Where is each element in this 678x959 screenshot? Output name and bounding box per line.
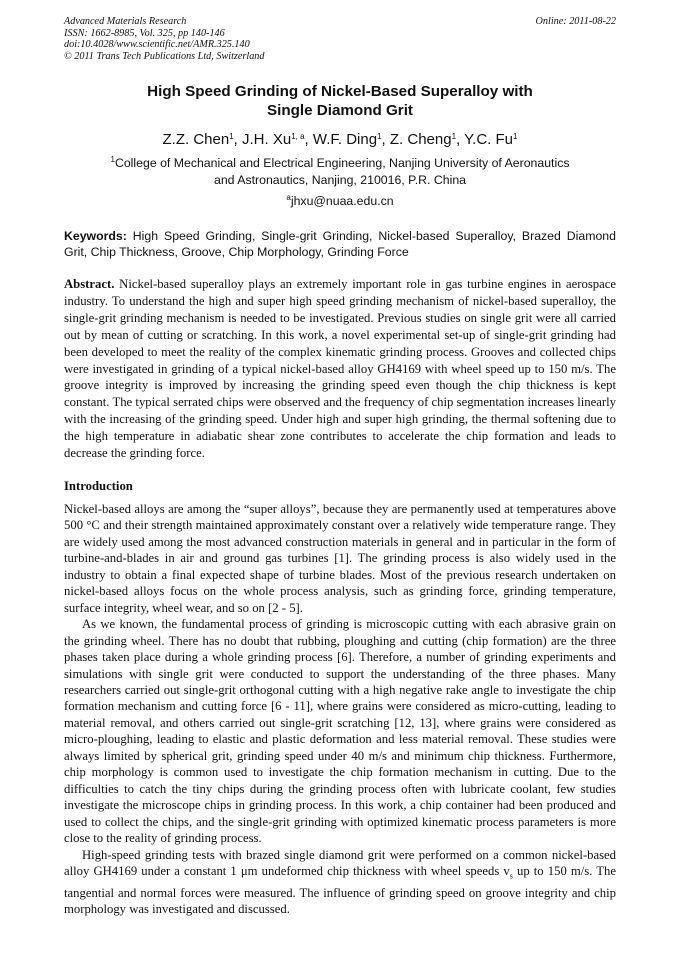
issn-line: ISSN: 1662-8985, Vol. 325, pp 140-146 [64, 27, 225, 39]
paragraph-text: High-speed grinding tests with brazed single diamond grit were performed on a common nickel-based alloy GH4169 under a constant 1 μm undeformed chip thickness with wheel speeds v [64, 847, 616, 878]
paragraph: Nickel-based alloys are among the “super alloys”, because they are permanently used at temperatures above 500 °C and their strength maintained approximately constant over a relatively wide temperature range. They are widely used among the most advanced construction materials in general and in particular in the form of turbine-and-blades in air and ground gas turbines [1]. The grinding process is also widely used in the industry to obtain a final expected shape of turbine blades. Most of the previous research undertaken on nickel-based alloys focus on the whole process analysis, such as grinding force, grinding temperature, surface integrity, wheel wear, and so on [2 - 5]. [64, 502, 616, 615]
author-affil-marker: 1 [229, 132, 234, 141]
doi-line: doi:10.4028/www.scientific.net/AMR.325.140 [64, 39, 250, 50]
paragraph: As we known, the fundamental process of grinding is microscopic cutting with each abrasive grain on the grinding wheel. There has no doubt that rubbing, ploughing and cutting (chip formation) are the three phases taken place during a whole grinding process [6]. Therefore, a number of grinding experiments and simulations with single grit were conducted to support the understanding of the three phases. Many researchers carried out single-grit orthogonal cutting with a high negative rake angle to investigate the chip formation mechanism and cutting force [6 - 11], where grains were considered as micro-cutting, leading to material removal, and others carried out single-grit scratching [12, 13], where grains were considered as micro-ploughing, leading to elastic and plastic deformation and less material removal. These studies were always limited by spherical grit, grinding speed under 40 m/s and minimum chip thickness. Furthermore, chip morphology is common used to investigate the chip formation mechanism in cutting. Due to the difficulties to catch the tiny chips during the grinding process often with lubricate coolant, few studies investigate the microscope chips in grinding process. In this work, a chip container had been produced and used to collect the chips, and the single-grit grinding with optimized kinematic process parameters is more close to the reality of grinding process. [64, 617, 616, 846]
section-heading-introduction: Introduction [64, 479, 133, 493]
affiliation-marker: 1 [110, 155, 115, 164]
introduction-body [64, 501, 616, 918]
online-date: Online: 2011-08-22 [535, 16, 616, 27]
affiliation-line-2: and Astronautics, Nanjing, 210016, P.R. China [213, 173, 467, 187]
affiliation-line-1: College of Mechanical and Electrical Engineering, Nanjing University of Aeronautics [114, 156, 570, 170]
paragraph-text: up to 150 m/s. The tangential and normal forces were measured. The influence of grinding speed on groove integrity and chip morphology was investigated and discussed. [64, 863, 617, 917]
author-name: Z. Cheng [389, 131, 452, 148]
title-line-1: High Speed Grinding of Nickel-Based Superalloy with [147, 83, 533, 100]
subscript: s [509, 871, 513, 881]
journal-name: Advanced Materials Research [64, 16, 187, 27]
author-name: W.F. Ding [312, 131, 378, 148]
abstract [64, 276, 616, 462]
paper-title [64, 82, 616, 120]
keywords-label: Keywords: [64, 229, 127, 243]
author-name: Y.C. Fu [464, 131, 514, 148]
author-affil-marker: 1 [377, 132, 382, 141]
author-affil-marker: 1 [451, 132, 457, 141]
keywords-text: High Speed Grinding, Single-grit Grinding, Nickel-based Superalloy, Brazed Diamond Grit, Chip Thickness, Groove, Chip Morphology, Grinding Force [64, 229, 616, 259]
abstract-text: Nickel-based superalloy plays an extremely important role in gas turbine engines in aerospace industry. To understand the high and super high speed grinding mechanism of nickel-based superalloy, the single-grit grinding mechanism is needed to be investigated. Previous studies on single grit were all carried out by mean of cutting or scratching. In this work, a novel experimental set-up of single-grit grinding had been developed to meet the reality of the complex kinematic grinding process. Grooves and collected chips were investigated in grinding of a typical nickel-based alloy GH4169 with wheel speed up to 150 m/s. The groove integrity is improved by increasing the grinding speed even though the chip thickness is kept constant. The typical serrated chips were observed and the frequency of chip segmentation increases linearly with the increasing of the grinding speed. Under high and super high grinding, the thermal softening due to the high temperature in adiabatic shear zone contributes to accelerate the chip formation and leads to decrease the grinding force. [64, 277, 616, 461]
email-address[interactable]: jhxu@nuaa.edu.cn [290, 194, 394, 208]
author-affil-marker: 1, a [291, 132, 305, 141]
abstract-label: Abstract. [64, 277, 115, 291]
email-marker: a [286, 193, 291, 202]
affiliation [64, 155, 616, 189]
author-name: J.H. Xu [242, 131, 292, 148]
author-list: Z.Z. Chen$^1$, J.H. Xu$^{1, a}$, W.F. Ding$^1$, Z. Cheng$^1$, Y.C. Fu$^1$ [162, 131, 518, 148]
contact-email [64, 194, 616, 208]
paragraph [64, 847, 616, 918]
author-affil-marker: 1 [513, 132, 518, 141]
title-line-2: Single Diamond Grit [267, 102, 413, 119]
copyright-line: © 2011 Trans Tech Publications Ltd, Switzerland [64, 50, 265, 62]
journal-header [64, 16, 616, 62]
author-name: Z.Z. Chen [162, 131, 230, 148]
keywords [64, 228, 616, 260]
